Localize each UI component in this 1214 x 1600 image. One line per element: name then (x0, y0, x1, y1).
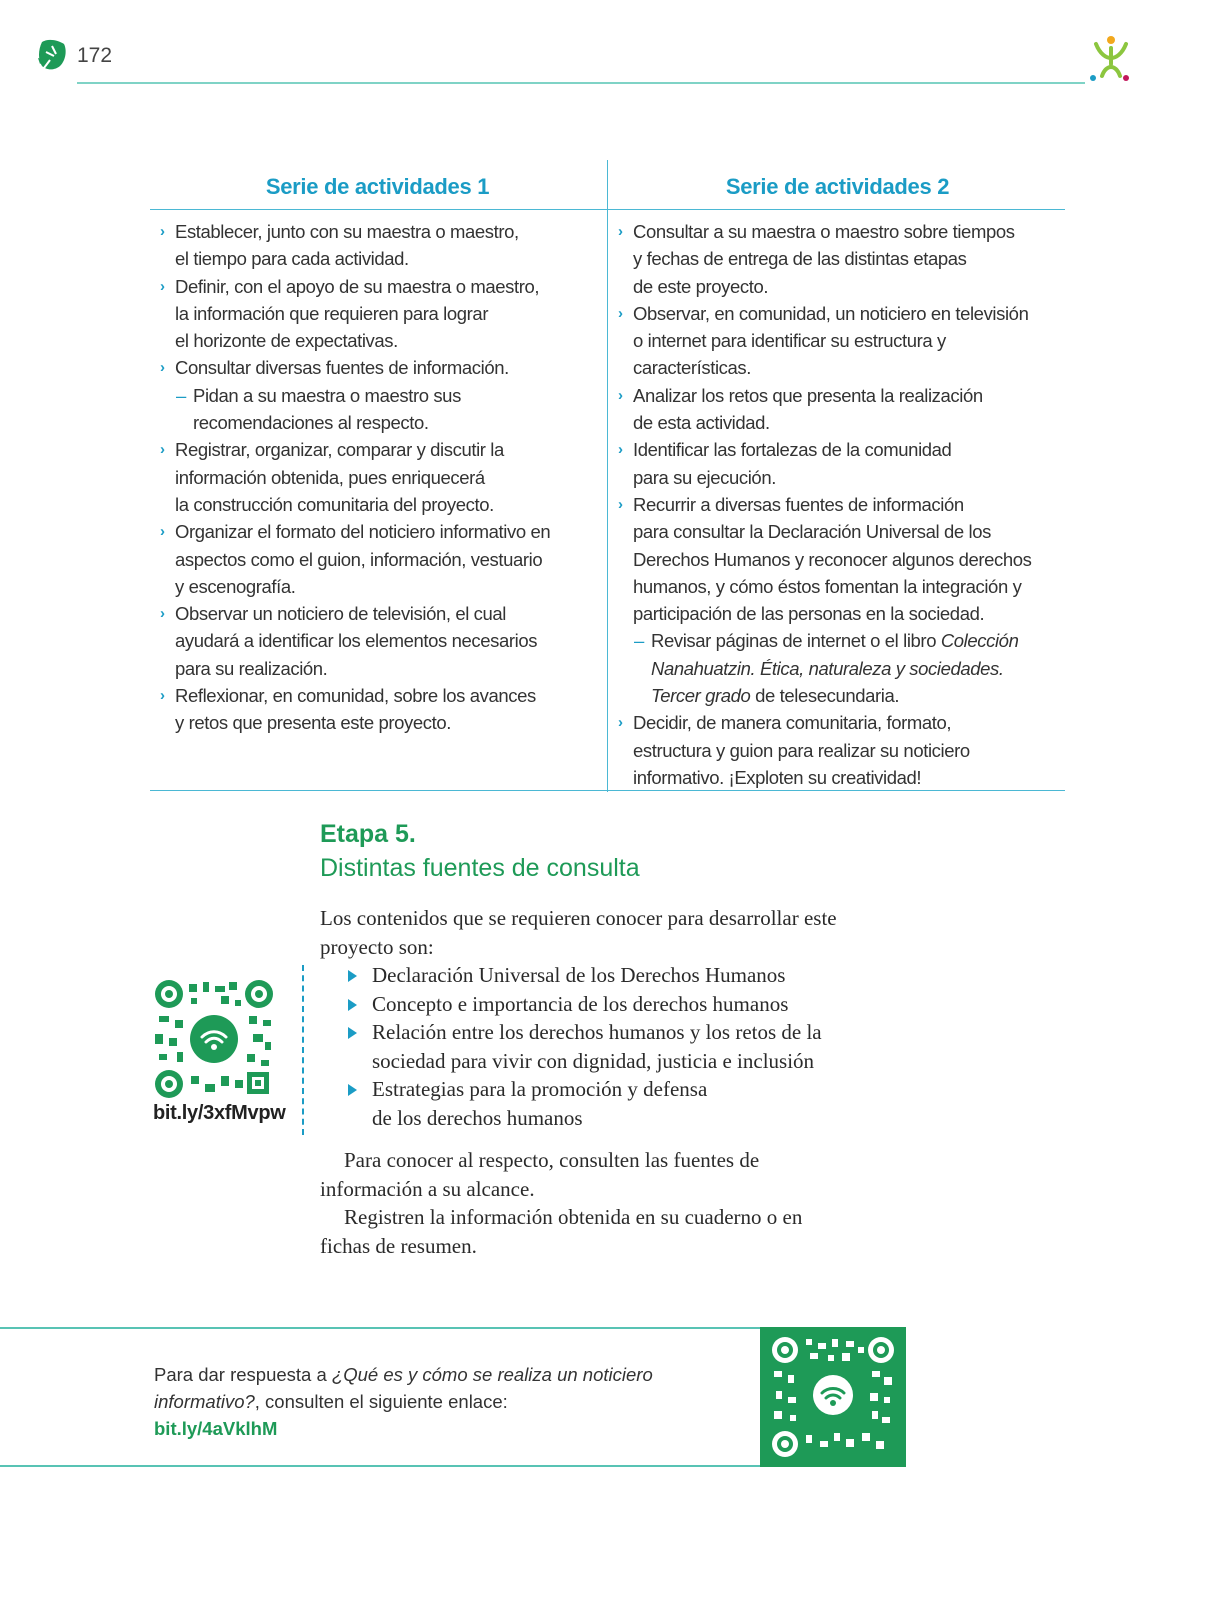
link-box (0, 1327, 906, 1467)
qr-panel (760, 1327, 906, 1467)
list-item: › Reflexionar, en comunidad, sobre los avances y retos que presenta este proyecto. (158, 682, 598, 737)
section-subtitle: Distintas fuentes de consulta (320, 854, 640, 882)
intro-paragraph: Los contenidos que se requieren conocer para desarrollar este proyecto son: (320, 906, 837, 959)
column-divider (607, 160, 608, 792)
paragraph: Registren la información obtenida en su cuaderno o en fichas de resumen. (320, 1205, 803, 1258)
column-title-2: Serie de actividades 2 (725, 174, 950, 199)
qr-code-icon (772, 1337, 894, 1457)
leaf-logo-icon (36, 38, 70, 74)
link-url[interactable]: bit.ly/4aVklhM (154, 1418, 278, 1439)
header-rule (77, 82, 1085, 84)
list-item: Estrategias para la promoción y defensa de los derechos humanos (372, 1075, 722, 1132)
chevron-bullet-icon: › (618, 223, 623, 240)
list-item: › Organizar el formato del noticiero informativo en aspectos como el guion, información, vestuario y escenografía. (158, 518, 598, 600)
page-number: 172 (77, 44, 113, 67)
activities-column-2 (616, 218, 1056, 791)
chevron-bullet-icon: › (618, 441, 623, 459)
paragraph: Para conocer al respecto, consulten las fuentes de información a su alcance. (320, 1148, 760, 1201)
list-item: Declaración Universal de los Derechos Humanos (372, 961, 900, 990)
chevron-bullet-icon: › (618, 304, 623, 322)
list-item: › Recurrir a diversas fuentes de información para consultar la Declaración Universal de los Derechos Humanos y reconocer algunos derechos humanos, y cómo éstos fomentan la integración y participación de las personas en la sociedad. (616, 491, 1056, 627)
list-item: › Observar, en comunidad, un noticiero en televisión o internet para identificar su estructura y características. (616, 300, 1056, 382)
list-item: › Decidir, de manera comunitaria, formato, estructura y guion para realizar su noticiero informativo. ¡Exploten su creatividad! (616, 709, 1056, 791)
chevron-bullet-icon: › (618, 714, 623, 732)
list-item: › Analizar los retos que presenta la realización de esta actividad. (616, 382, 1056, 437)
chevron-bullet-icon: › (160, 687, 165, 705)
people-flower-logo-icon (1078, 34, 1138, 84)
list-item: › Consultar diversas fuentes de información. (158, 354, 598, 381)
section-body (320, 904, 900, 1260)
dash-bullet-icon: – (634, 630, 644, 652)
list-item: › Identificar las fortalezas de la comunidad para su ejecución. (616, 436, 1056, 491)
list-item: Concepto e importancia de los derechos humanos (372, 990, 900, 1019)
sub-list-item: – Revisar páginas de internet o el libro Colección Nanahuatzin. Ética, naturaleza y sociedades. Tercer grado de telesecundaria. (616, 627, 1056, 709)
chevron-bullet-icon: › (160, 605, 165, 623)
chevron-bullet-icon: › (160, 223, 165, 240)
topics-list (320, 961, 900, 1132)
list-item: Relación entre los derechos humanos y los retos de la sociedad para vivir con dignidad, justicia e inclusión (372, 1018, 842, 1075)
triangle-bullet-icon (348, 1084, 357, 1096)
chevron-bullet-icon: › (160, 523, 165, 541)
list-item: › Definir, con el apoyo de su maestra o maestro, la información que requieren para lograr el horizonte de expectativas. (158, 273, 598, 355)
chevron-bullet-icon: › (618, 386, 623, 404)
list-item: › Establecer, junto con su maestra o maestro, el tiempo para cada actividad. (158, 218, 598, 273)
section-title: Etapa 5. (320, 820, 416, 848)
list-item: › Registrar, organizar, comparar y discutir la información obtenida, pues enriquecerá la construcción comunitaria del proyecto. (158, 436, 598, 518)
chevron-bullet-icon: › (160, 441, 165, 459)
qr-link-text[interactable]: bit.ly/3xfMvpw (153, 1102, 286, 1124)
triangle-bullet-icon (348, 999, 357, 1011)
dash-bullet-icon: – (176, 384, 186, 406)
list-item: › Observar un noticiero de televisión, el cual ayudará a identificar los elementos necesarios para su realización. (158, 600, 598, 682)
qr-code-icon (155, 980, 273, 1098)
activities-column-1 (158, 218, 598, 737)
chevron-bullet-icon: › (160, 277, 165, 295)
link-box-text: Para dar respuesta a ¿Qué es y cómo se realiza un noticiero informativo?, consulten el siguiente enlace: bit.ly/4aVklhM (154, 1364, 653, 1439)
triangle-bullet-icon (348, 970, 357, 982)
chevron-bullet-icon: › (160, 359, 165, 377)
list-item: › Consultar a su maestra o maestro sobre tiempos y fechas de entrega de las distintas etapas de este proyecto. (616, 218, 1056, 300)
triangle-bullet-icon (348, 1027, 357, 1039)
column-title-1: Serie de actividades 1 (265, 174, 490, 199)
activities-table (150, 160, 1065, 792)
dashed-divider (302, 965, 304, 1135)
chevron-bullet-icon: › (618, 495, 623, 513)
sub-list-item: – Pidan a su maestra o maestro sus recomendaciones al respecto. (158, 382, 598, 437)
